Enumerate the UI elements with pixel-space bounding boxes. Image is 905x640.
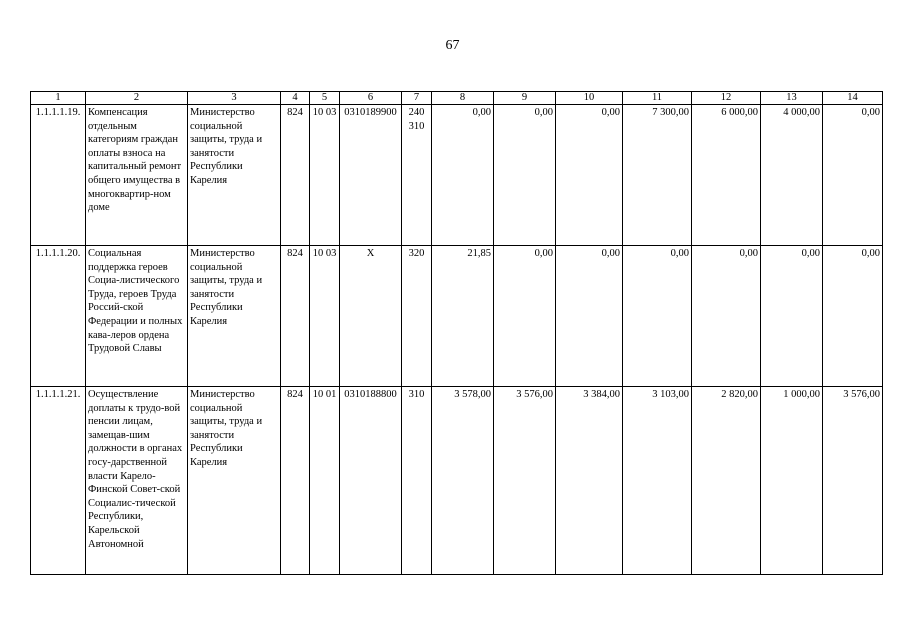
column-header-3: 3 bbox=[188, 92, 281, 105]
row-col7 bbox=[402, 246, 432, 387]
row-code: 1.1.1.1.19. bbox=[31, 105, 86, 246]
column-header-5: 5 bbox=[310, 92, 340, 105]
row-col7-b: 310 bbox=[408, 120, 425, 132]
column-header-11: 11 bbox=[623, 92, 692, 105]
row-col14: 3 576,00 bbox=[823, 387, 883, 575]
row-code: 1.1.1.1.20. bbox=[31, 246, 86, 387]
column-header-4: 4 bbox=[281, 92, 310, 105]
column-header-7: 7 bbox=[402, 92, 432, 105]
row-col10: 3 384,00 bbox=[556, 387, 623, 575]
row-col14: 0,00 bbox=[823, 105, 883, 246]
row-col7 bbox=[402, 387, 432, 575]
row-col11: 7 300,00 bbox=[623, 105, 692, 246]
row-col8: 21,85 bbox=[432, 246, 494, 387]
column-header-1: 1 bbox=[31, 92, 86, 105]
row-col4: 824 bbox=[281, 246, 310, 387]
row-col11: 3 103,00 bbox=[623, 387, 692, 575]
row-col9: 0,00 bbox=[494, 105, 556, 246]
row-col10: 0,00 bbox=[556, 246, 623, 387]
row-col8: 0,00 bbox=[432, 105, 494, 246]
row-col6: Х bbox=[340, 246, 402, 387]
budget-table bbox=[30, 91, 883, 575]
row-col7-a: 240 bbox=[408, 107, 425, 118]
table-row bbox=[31, 105, 883, 246]
row-ministry: Министерство социальной защиты, труда и занятости Республики Карелия bbox=[188, 387, 281, 575]
row-col7 bbox=[402, 105, 432, 246]
row-col9: 3 576,00 bbox=[494, 387, 556, 575]
row-col5: 10 03 bbox=[310, 246, 340, 387]
table-row bbox=[31, 387, 883, 575]
header-row bbox=[31, 92, 883, 105]
row-col6: 0310188800 bbox=[340, 387, 402, 575]
row-col8: 3 578,00 bbox=[432, 387, 494, 575]
row-col6: 0310189900 bbox=[340, 105, 402, 246]
row-col4: 824 bbox=[281, 105, 310, 246]
row-code: 1.1.1.1.21. bbox=[31, 387, 86, 575]
row-col11: 0,00 bbox=[623, 246, 692, 387]
column-header-10: 10 bbox=[556, 92, 623, 105]
row-name: Осуществление доплаты к трудо-вой пенсии лицам, замещав-шим должности в органах госу-дарственной власти Карело-Финской Совет-ской Социалис-тической Республики, Карельской Автономной bbox=[86, 387, 188, 575]
row-col13: 0,00 bbox=[761, 246, 823, 387]
column-header-6: 6 bbox=[340, 92, 402, 105]
column-header-8: 8 bbox=[432, 92, 494, 105]
row-col7-a: 320 bbox=[408, 248, 425, 259]
row-col14: 0,00 bbox=[823, 246, 883, 387]
row-col7-a: 310 bbox=[408, 389, 425, 400]
row-col12: 2 820,00 bbox=[692, 387, 761, 575]
row-ministry: Министерство социальной защиты, труда и занятости Республики Карелия bbox=[188, 246, 281, 387]
table-row bbox=[31, 246, 883, 387]
column-header-9: 9 bbox=[494, 92, 556, 105]
row-col5: 10 03 bbox=[310, 105, 340, 246]
row-col12: 0,00 bbox=[692, 246, 761, 387]
row-col4: 824 bbox=[281, 387, 310, 575]
column-header-13: 13 bbox=[761, 92, 823, 105]
row-name: Компенсация отдельным категориям граждан оплаты взноса на капитальный ремонт общего имущества в многоквартир-ном доме bbox=[86, 105, 188, 246]
row-col13: 1 000,00 bbox=[761, 387, 823, 575]
row-name: Социальная поддержка героев Социа-листического Труда, героев Труда Россий-ской Федерации и полных кава-леров ордена Трудовой Славы bbox=[86, 246, 188, 387]
row-col10: 0,00 bbox=[556, 105, 623, 246]
page-number: 67 bbox=[445, 38, 460, 53]
row-ministry: Министерство социальной защиты, труда и занятости Республики Карелия bbox=[188, 105, 281, 246]
column-header-12: 12 bbox=[692, 92, 761, 105]
row-col12: 6 000,00 bbox=[692, 105, 761, 246]
row-col5: 10 01 bbox=[310, 387, 340, 575]
row-col9: 0,00 bbox=[494, 246, 556, 387]
column-header-2: 2 bbox=[86, 92, 188, 105]
column-header-14: 14 bbox=[823, 92, 883, 105]
row-col13: 4 000,00 bbox=[761, 105, 823, 246]
